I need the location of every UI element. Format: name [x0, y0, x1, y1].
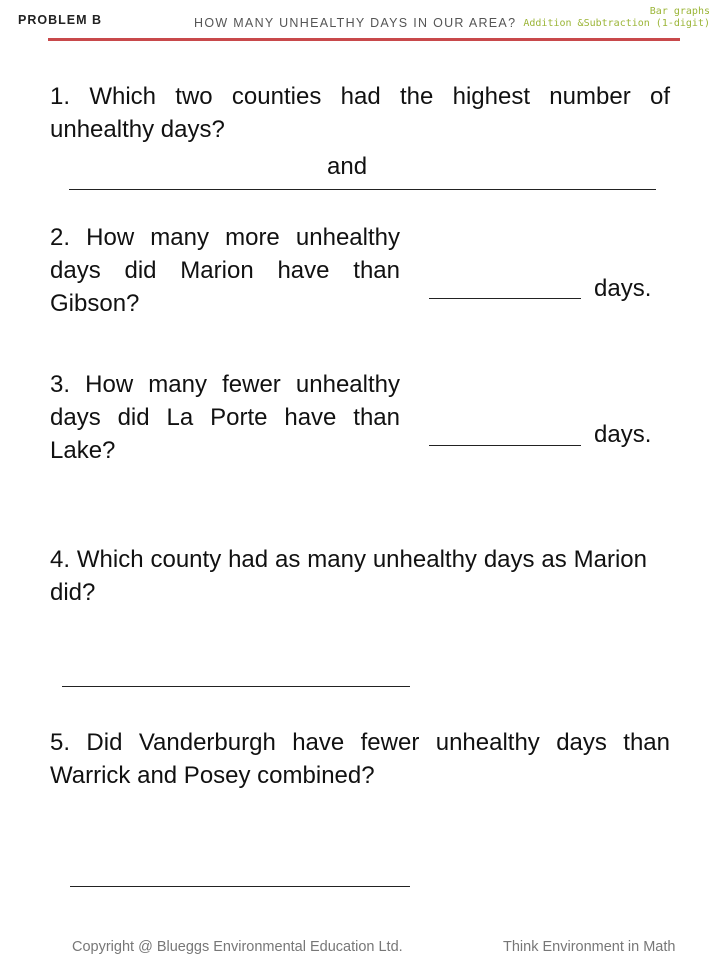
problem-label: PROBLEM B: [18, 13, 102, 27]
question-3-unit: days.: [594, 421, 652, 448]
topic-tag-operations: Addition &Subtraction (1-digit): [523, 18, 710, 29]
question-5-text: 5. Did Vanderburgh have fewer unhealthy days than Warrick and Posey combined?: [50, 729, 670, 789]
topic-tags: [523, 6, 710, 30]
question-3-text: 3. How many fewer unhealthy days did La Porte have than Lake?: [50, 371, 400, 464]
footer-copyright: Copyright @ Blueggs Environmental Education Ltd.: [72, 939, 403, 955]
worksheet-title: HOW MANY UNHEALTHY DAYS IN OUR AREA?: [194, 16, 517, 30]
question-3-answer-line[interactable]: [429, 445, 581, 446]
question-1-and-label: and: [327, 153, 368, 180]
header-divider: [48, 38, 680, 41]
question-4-text: 4. Which county had as many unhealthy days as Marion did?: [50, 546, 647, 606]
question-2-answer-line[interactable]: [429, 298, 581, 299]
question-1-text: 1. Which two counties had the highest number of unhealthy days?: [50, 83, 670, 143]
question-1-answer-line[interactable]: [69, 189, 656, 190]
footer-tagline: Think Environment in Math: [503, 939, 676, 955]
question-2-unit: days.: [594, 275, 652, 302]
question-2-text: 2. How many more unhealthy days did Marion have than Gibson?: [50, 224, 400, 317]
question-4-answer-line[interactable]: [62, 686, 410, 687]
question-5-answer-line[interactable]: [70, 886, 410, 887]
topic-tag-bar-graphs: Bar graphs: [649, 6, 710, 17]
